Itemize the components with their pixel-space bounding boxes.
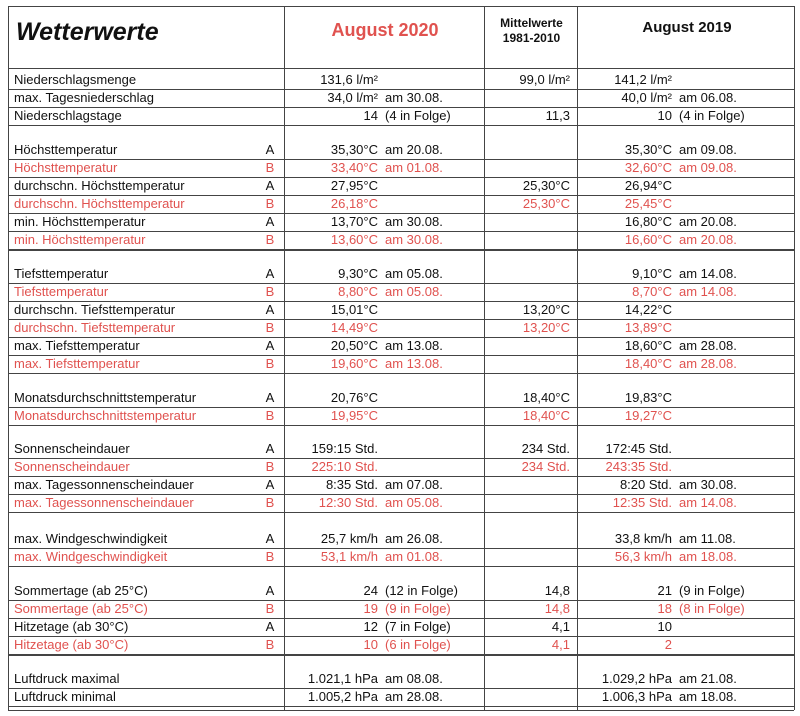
note-2019	[679, 618, 793, 636]
row-label: durchschn. Höchsttemperatur	[14, 196, 185, 211]
row-label: Hitzetage (ab 30°C)	[14, 637, 129, 652]
value-mean-1981-2010: 18,40°C	[522, 390, 570, 405]
column-divider	[484, 6, 485, 710]
station-code: B	[265, 601, 275, 616]
value-2020: 12:30 Std.	[318, 495, 378, 510]
value-2019: 33,8 km/h	[614, 531, 672, 546]
value-mean-1981-2010: 25,30°C	[522, 178, 570, 193]
value-2020: 13,70°C	[330, 214, 378, 229]
note-2020	[385, 71, 483, 89]
value-2020: 35,30°C	[330, 142, 378, 157]
station-code: A	[265, 178, 275, 193]
value-2019: 32,60°C	[624, 160, 672, 175]
note-2019: am 18.08.	[679, 549, 737, 564]
row-label: durchschn. Tiefsttemperatur	[14, 302, 176, 317]
value-mean-1981-2010	[486, 337, 570, 355]
value-mean-1981-2010: 11,3	[545, 108, 570, 123]
note-2019: am 09.08.	[679, 142, 737, 157]
value-2019: 56,3 km/h	[614, 549, 672, 564]
note-2020: am 05.08.	[385, 495, 443, 510]
group-divider	[8, 373, 794, 374]
note-2019: am 14.08.	[679, 495, 737, 510]
note-2019	[679, 458, 793, 476]
station-code: B	[265, 408, 275, 423]
value-2020: 131,6 l/m²	[320, 72, 378, 87]
value-2020: 1.005,2 hPa	[307, 689, 378, 704]
note-2019	[679, 177, 793, 195]
value-mean-1981-2010: 14,8	[544, 583, 570, 598]
note-2020: am 30.08.	[385, 232, 443, 247]
station-code: A	[265, 477, 275, 492]
note-2019	[679, 636, 793, 654]
row-label: max. Windgeschwindigkeit	[14, 531, 168, 546]
value-mean-1981-2010	[486, 476, 570, 494]
value-mean-1981-2010	[486, 283, 570, 301]
note-2019: am 09.08.	[679, 160, 737, 175]
station-code	[262, 107, 278, 125]
note-2020	[385, 301, 483, 319]
station-code: B	[265, 320, 275, 335]
value-2020: 12	[363, 619, 378, 634]
station-code: B	[265, 284, 275, 299]
value-2020: 14,49°C	[330, 320, 378, 335]
station-code	[262, 670, 278, 688]
station-code: A	[265, 441, 275, 456]
value-2019: 8,70°C	[632, 284, 672, 299]
note-2019: (9 in Folge)	[679, 583, 745, 598]
note-2020: am 20.08.	[385, 142, 443, 157]
note-2020: am 26.08.	[385, 531, 443, 546]
value-2019: 1.029,2 hPa	[601, 671, 672, 686]
note-2019: am 28.08.	[679, 356, 737, 371]
value-2019: 19,27°C	[624, 408, 672, 423]
station-code: A	[265, 390, 275, 405]
row-label: Niederschlagsmenge	[14, 72, 137, 87]
row-label: Tiefsttemperatur	[14, 266, 109, 281]
note-2019: am 20.08.	[679, 214, 737, 229]
note-2019: am 14.08.	[679, 266, 737, 281]
station-code	[262, 71, 278, 89]
header-divider	[8, 68, 794, 69]
value-mean-1981-2010	[486, 265, 570, 283]
station-code: B	[265, 459, 275, 474]
value-mean-1981-2010: 13,20°C	[522, 302, 570, 317]
value-2019: 9,10°C	[632, 266, 672, 281]
row-label: Sommertage (ab 25°C)	[14, 583, 148, 598]
note-2019	[679, 71, 793, 89]
note-2020: (6 in Folge)	[385, 637, 451, 652]
row-label: Sommertage (ab 25°C)	[14, 601, 148, 616]
note-2020: am 13.08.	[385, 338, 443, 353]
note-2019: (8 in Folge)	[679, 601, 745, 616]
value-mean-1981-2010: 234 Std.	[521, 441, 570, 456]
value-mean-1981-2010	[486, 688, 570, 706]
station-code: A	[265, 142, 275, 157]
value-2019: 13,89°C	[624, 320, 672, 335]
value-2020: 1.021,1 hPa	[307, 671, 378, 686]
table-border-left	[8, 6, 9, 710]
note-2020	[385, 440, 483, 458]
note-2020: am 07.08.	[385, 477, 443, 492]
value-2019: 16,60°C	[624, 232, 672, 247]
value-2019: 243:35 Std.	[605, 459, 672, 474]
row-label: min. Höchsttemperatur	[14, 214, 146, 229]
note-2020: am 13.08.	[385, 356, 443, 371]
row-label: Niederschlagstage	[14, 108, 122, 123]
value-mean-1981-2010: 99,0 l/m²	[519, 72, 570, 87]
value-2020: 24	[363, 583, 378, 598]
row-label: durchschn. Tiefsttemperatur	[14, 320, 176, 335]
note-2020	[385, 177, 483, 195]
value-mean-1981-2010: 234 Std.	[521, 459, 570, 474]
value-2020: 25,7 km/h	[320, 531, 378, 546]
value-2019: 21	[657, 583, 672, 598]
row-label: max. Tagessonnenscheindauer	[14, 477, 194, 492]
group-divider	[8, 250, 794, 251]
station-code: A	[265, 531, 275, 546]
row-label: Sonnenscheindauer	[14, 441, 130, 456]
station-code: A	[265, 583, 275, 598]
station-code: A	[265, 619, 275, 634]
note-2019: am 30.08.	[679, 477, 737, 492]
station-code: B	[265, 495, 275, 510]
value-2020: 20,76°C	[330, 390, 378, 405]
value-2020: 8:35 Std.	[325, 477, 378, 492]
row-label: Luftdruck minimal	[14, 689, 116, 704]
value-mean-1981-2010: 18,40°C	[522, 408, 570, 423]
value-2020: 10	[363, 637, 378, 652]
row-label: Monatsdurchschnittstemperatur	[14, 408, 197, 423]
group-divider	[8, 425, 794, 426]
note-2019: am 11.08.	[679, 531, 736, 546]
value-2019: 14,22°C	[624, 302, 672, 317]
value-mean-1981-2010: 25,30°C	[522, 196, 570, 211]
value-2020: 34,0 l/m²	[327, 90, 378, 105]
value-2020: 159:15 Std.	[311, 441, 378, 456]
group-divider	[8, 512, 794, 513]
value-mean-1981-2010	[486, 159, 570, 177]
value-2019: 12:35 Std.	[612, 495, 672, 510]
note-2019	[679, 440, 793, 458]
value-mean-1981-2010	[486, 213, 570, 231]
value-2020: 14	[363, 108, 378, 123]
value-mean-1981-2010	[486, 355, 570, 373]
note-2020	[385, 458, 483, 476]
value-mean-1981-2010: 4,1	[551, 619, 570, 634]
station-code: B	[265, 637, 275, 652]
row-label: Luftdruck maximal	[14, 671, 120, 686]
note-2020: am 01.08.	[385, 160, 443, 175]
column-divider	[284, 6, 285, 710]
value-2019: 40,0 l/m²	[621, 90, 672, 105]
note-2020: am 30.08.	[385, 214, 443, 229]
value-2020: 27,95°C	[330, 178, 378, 193]
station-code: B	[265, 196, 275, 211]
note-2020: am 05.08.	[385, 266, 443, 281]
note-2020: (9 in Folge)	[385, 601, 451, 616]
row-label: min. Höchsttemperatur	[14, 232, 146, 247]
value-2019: 18,40°C	[624, 356, 672, 371]
note-2019	[679, 407, 793, 425]
station-code: A	[265, 214, 275, 229]
note-2019: am 20.08.	[679, 232, 737, 247]
note-2020	[385, 195, 483, 213]
note-2020: (4 in Folge)	[385, 108, 451, 123]
row-label: Tiefsttemperatur	[14, 284, 109, 299]
value-2019: 25,45°C	[624, 196, 672, 211]
value-2019: 141,2 l/m²	[614, 72, 672, 87]
group-divider	[8, 566, 794, 567]
value-2019: 1.006,3 hPa	[601, 689, 672, 704]
value-2019: 19,83°C	[624, 390, 672, 405]
page-title: Wetterwerte	[16, 18, 159, 46]
note-2019: am 21.08.	[679, 671, 737, 686]
value-mean-1981-2010	[486, 548, 570, 566]
value-2020: 225:10 Std.	[311, 459, 378, 474]
value-mean-1981-2010	[486, 670, 570, 688]
value-2019: 26,94°C	[624, 178, 672, 193]
row-label: max. Tiefsttemperatur	[14, 356, 140, 371]
value-2019: 18,60°C	[624, 338, 672, 353]
row-label: max. Tiefsttemperatur	[14, 338, 140, 353]
value-mean-1981-2010	[486, 530, 570, 548]
station-code: B	[265, 160, 275, 175]
value-mean-1981-2010	[486, 494, 570, 512]
note-2019	[679, 389, 793, 407]
value-2020: 13,60°C	[330, 232, 378, 247]
row-label: max. Windgeschwindigkeit	[14, 549, 168, 564]
table-border-bottom	[8, 710, 794, 711]
group-divider	[8, 125, 794, 126]
value-2019: 18	[657, 601, 672, 616]
header-august-2019: August 2019	[642, 19, 732, 36]
value-2019: 2	[664, 637, 672, 652]
row-label: Monatsdurchschnittstemperatur	[14, 390, 197, 405]
value-2020: 19	[363, 601, 378, 616]
note-2019	[679, 319, 793, 337]
value-2020: 53,1 km/h	[320, 549, 378, 564]
value-2020: 8,80°C	[338, 284, 378, 299]
value-mean-1981-2010: 13,20°C	[522, 320, 570, 335]
value-2019: 8:20 Std.	[619, 477, 672, 492]
header-mittelwerte-line1: Mittelwerte	[500, 16, 563, 30]
value-mean-1981-2010	[486, 141, 570, 159]
note-2019: am 18.08.	[679, 689, 737, 704]
note-2019	[679, 195, 793, 213]
station-code	[262, 688, 278, 706]
row-label: max. Tagesniederschlag	[14, 90, 154, 105]
station-code: A	[265, 302, 275, 317]
header-mittelwerte	[486, 16, 577, 46]
row-label: Höchsttemperatur	[14, 142, 118, 157]
row-label: Höchsttemperatur	[14, 160, 118, 175]
value-2020: 20,50°C	[330, 338, 378, 353]
value-2020: 9,30°C	[338, 266, 378, 281]
value-2020: 15,01°C	[330, 302, 378, 317]
group-divider	[8, 655, 794, 656]
table-border-top	[8, 6, 794, 7]
value-2020: 19,60°C	[330, 356, 378, 371]
station-code: A	[265, 338, 275, 353]
note-2020: (7 in Folge)	[385, 619, 451, 634]
note-2019: (4 in Folge)	[679, 108, 745, 123]
station-code: B	[265, 549, 275, 564]
station-code: B	[265, 232, 275, 247]
value-2020: 26,18°C	[330, 196, 378, 211]
note-2020: (12 in Folge)	[385, 583, 458, 598]
station-code	[262, 89, 278, 107]
value-2019: 172:45 Std.	[605, 441, 672, 456]
row-divider	[8, 706, 794, 707]
header-august-2020: August 2020	[331, 20, 439, 40]
value-2020: 33,40°C	[330, 160, 378, 175]
station-code: B	[265, 356, 275, 371]
column-divider	[577, 6, 578, 710]
value-2019: 10	[657, 619, 672, 634]
value-2020: 19,95°C	[330, 408, 378, 423]
note-2019	[679, 301, 793, 319]
value-mean-1981-2010: 4,1	[551, 637, 570, 652]
note-2020: am 08.08.	[385, 671, 443, 686]
note-2020	[385, 389, 483, 407]
note-2020	[385, 407, 483, 425]
value-2019: 10	[657, 108, 672, 123]
note-2020: am 30.08.	[385, 90, 443, 105]
row-label: Hitzetage (ab 30°C)	[14, 619, 129, 634]
value-2019: 35,30°C	[624, 142, 672, 157]
value-mean-1981-2010	[486, 89, 570, 107]
note-2019: am 14.08.	[679, 284, 737, 299]
station-code: A	[265, 266, 275, 281]
row-label: durchschn. Höchsttemperatur	[14, 178, 185, 193]
table-border-right	[794, 6, 795, 710]
note-2020	[385, 319, 483, 337]
note-2020: am 05.08.	[385, 284, 443, 299]
row-label: max. Tagessonnenscheindauer	[14, 495, 194, 510]
header-mittelwerte-line2: 1981-2010	[502, 31, 561, 45]
value-2019: 16,80°C	[624, 214, 672, 229]
row-label: Sonnenscheindauer	[14, 459, 130, 474]
note-2019: am 28.08.	[679, 338, 737, 353]
note-2019: am 06.08.	[679, 90, 737, 105]
value-mean-1981-2010	[486, 231, 570, 249]
note-2020: am 28.08.	[385, 689, 443, 704]
note-2020: am 01.08.	[385, 549, 443, 564]
value-mean-1981-2010: 14,8	[544, 601, 570, 616]
